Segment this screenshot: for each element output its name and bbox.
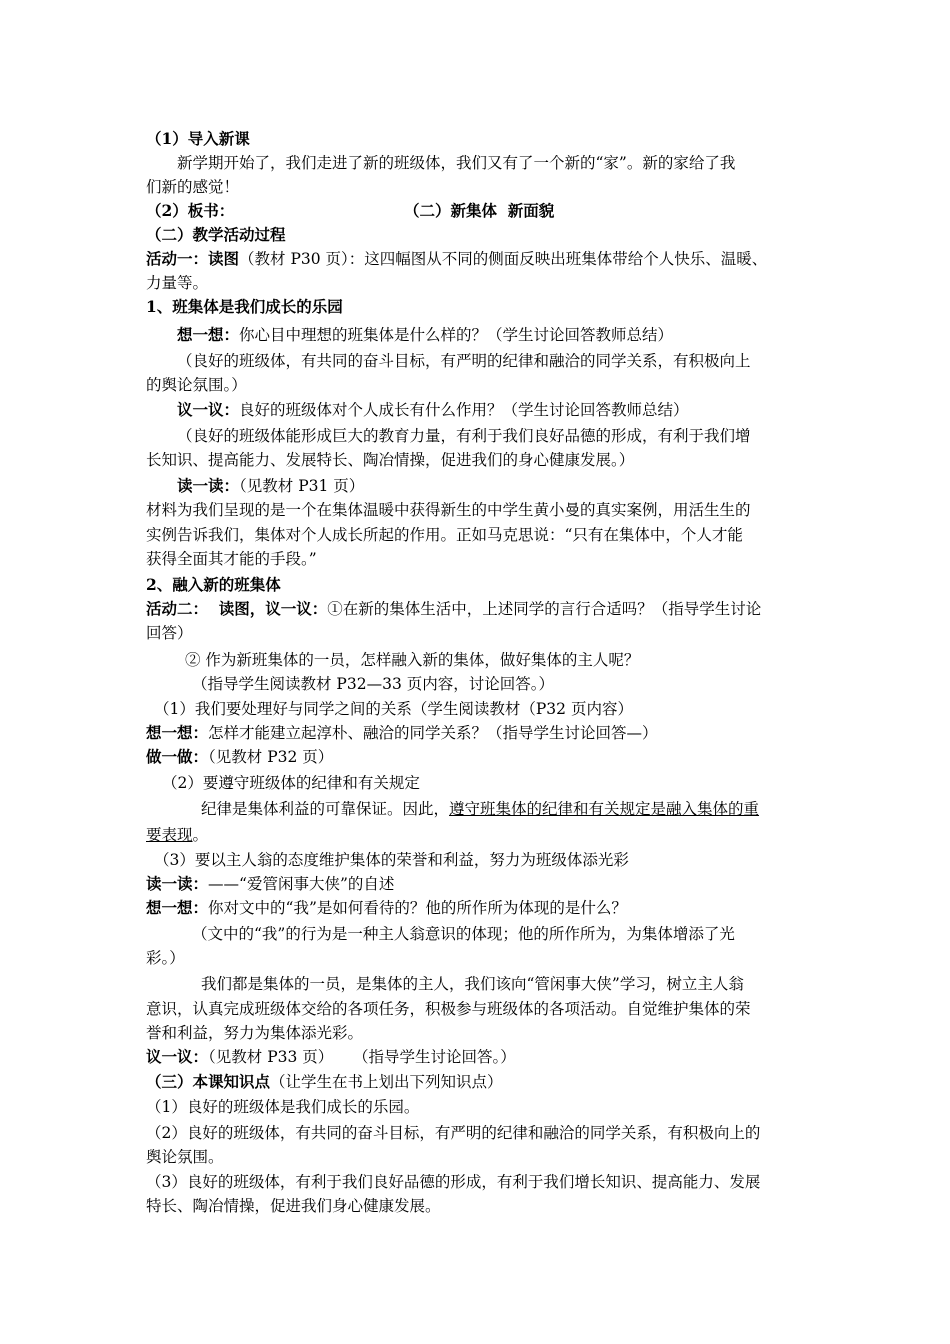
paragraph-line: 要表现。 (146, 826, 209, 844)
paragraph-line: 新学期开始了，我们走进了新的班级体，我们又有了一个新的“家”。新的家给了我 (177, 154, 736, 172)
knowledge-point: （2）良好的班级体，有共同的奋斗目标，有严明的纪律和融洽的同学关系，有积极向上的 (146, 1124, 761, 1142)
paragraph-line: 我们都是集体的一员，是集体的主人，我们该向“管闲事大侠”学习，树立主人翁 (201, 975, 744, 993)
question-line: ② 作为新班集体的一员，怎样融入新的集体，做好集体的主人呢？ (185, 651, 640, 669)
board-title: （二）新集体 新面貌 (404, 201, 555, 220)
paragraph-line: 誉和利益，努力为集体添光彩。 (146, 1024, 364, 1042)
knowledge-point: （3）良好的班级体，有利于我们良好品德的形成，有利于我们增长知识、提高能力、发展 (146, 1173, 761, 1191)
knowledge-point: 舆论氛围。 (146, 1148, 224, 1166)
answer-line: （良好的班级体，有共同的奋斗目标，有严明的纪律和融洽的同学关系，有积极向上 (177, 352, 751, 370)
answer-line: 长知识、提高能力、发展特长、陶冶情操，促进我们的身心健康发展。） (146, 451, 635, 469)
discuss-line: 议一议：良好的班级体对个人成长有什么作用？（学生讨论回答教师总结） (177, 400, 689, 419)
read-line: 读一读：——“爱管闲事大侠”的自述 (146, 874, 395, 893)
read-line: 读一读：（见教材 P31 页） (177, 476, 365, 495)
activity-two-line: 活动二： 读图，议一议：①在新的集体生活中，上述同学的言行合适吗？（指导学生讨论 (146, 599, 762, 618)
knowledge-point: 特长、陶冶情操，促进我们身心健康发展。 (146, 1197, 441, 1215)
underlined-key-point: 要表现 (146, 826, 193, 844)
answer-line: （良好的班级体能形成巨大的教育力量，有利于我们良好品德的形成，有利于我们增 (177, 427, 751, 445)
paragraph-line: 材料为我们呈现的是一个在集体温暖中获得新生的中学生黄小曼的真实案例，用活生生的 (146, 501, 751, 519)
point-line: （3）要以主人翁的态度维护集体的荣誉和利益，努力为班级体添光彩 (154, 851, 629, 869)
paragraph-line: 实例告诉我们，集体对个人成长所起的作用。正如马克思说：“只有在集体中，个人才能 (146, 526, 743, 544)
paragraph-line: 力量等。 (146, 274, 209, 292)
subsection-heading-2: 2、融入新的班集体 (146, 575, 281, 594)
subsection-heading-1: 1、班集体是我们成长的乐园 (146, 297, 343, 316)
section-heading-knowledge: （三）本课知识点（让学生在书上划出下列知识点） (146, 1072, 503, 1091)
do-line: 做一做：（见教材 P32 页） (146, 747, 334, 766)
underlined-key-point: 遵守班集体的纪律和有关规定是融入集体的重 (449, 800, 760, 818)
paragraph-line: 纪律是集体利益的可靠保证。因此，遵守班集体的纪律和有关规定是融入集体的重 (201, 800, 760, 818)
board-writing-line: （2）板书： （二）新集体 新面貌 (146, 199, 816, 223)
knowledge-point: （1）良好的班级体是我们成长的乐园。 (146, 1098, 420, 1116)
think-line: 想一想：你对文中的“我”是如何看待的？他的所作所为体现的是什么？ (146, 898, 627, 917)
answer-line: 彩。） (146, 949, 185, 967)
answer-line: 的舆论氛围。） (146, 376, 247, 394)
discuss-line: 议一议：（见教材 P33 页） （指导学生讨论回答。） (146, 1047, 516, 1066)
instruction-line: （指导学生阅读教材 P32—33 页内容，讨论回答。） (192, 675, 554, 693)
paragraph-line: 回答） (146, 624, 193, 642)
point-line: （1）我们要处理好与同学之间的关系（学生阅读教材（P32 页内容） (154, 700, 633, 718)
answer-line: （文中的“我”的行为是一种主人翁意识的体现；他的所作所为，为集体增添了光 (192, 925, 735, 943)
paragraph-line: 意识，认真完成班级体交给的各项任务，积极参与班级体的各项活动。自觉维护集体的荣 (146, 1000, 751, 1018)
paragraph-line: 获得全面其才能的手段。” (146, 550, 317, 568)
activity-one-line: 活动一：读图（教材 P30 页）：这四幅图从不同的侧面反映出班集体带给个人快乐、温暖、 (146, 249, 768, 268)
paragraph-line: 们新的感觉！ (146, 178, 240, 196)
think-line: 想一想：你心目中理想的班集体是什么样的？（学生讨论回答教师总结） (177, 325, 674, 344)
section-heading-process: （二）教学活动过程 (146, 225, 286, 244)
point-line: （2）要遵守班级体的纪律和有关规定 (162, 774, 420, 792)
section-heading-intro: （1）导入新课 (146, 129, 250, 148)
think-line: 想一想：怎样才能建立起淳朴、融洽的同学关系？（指导学生讨论回答—） (146, 723, 658, 742)
